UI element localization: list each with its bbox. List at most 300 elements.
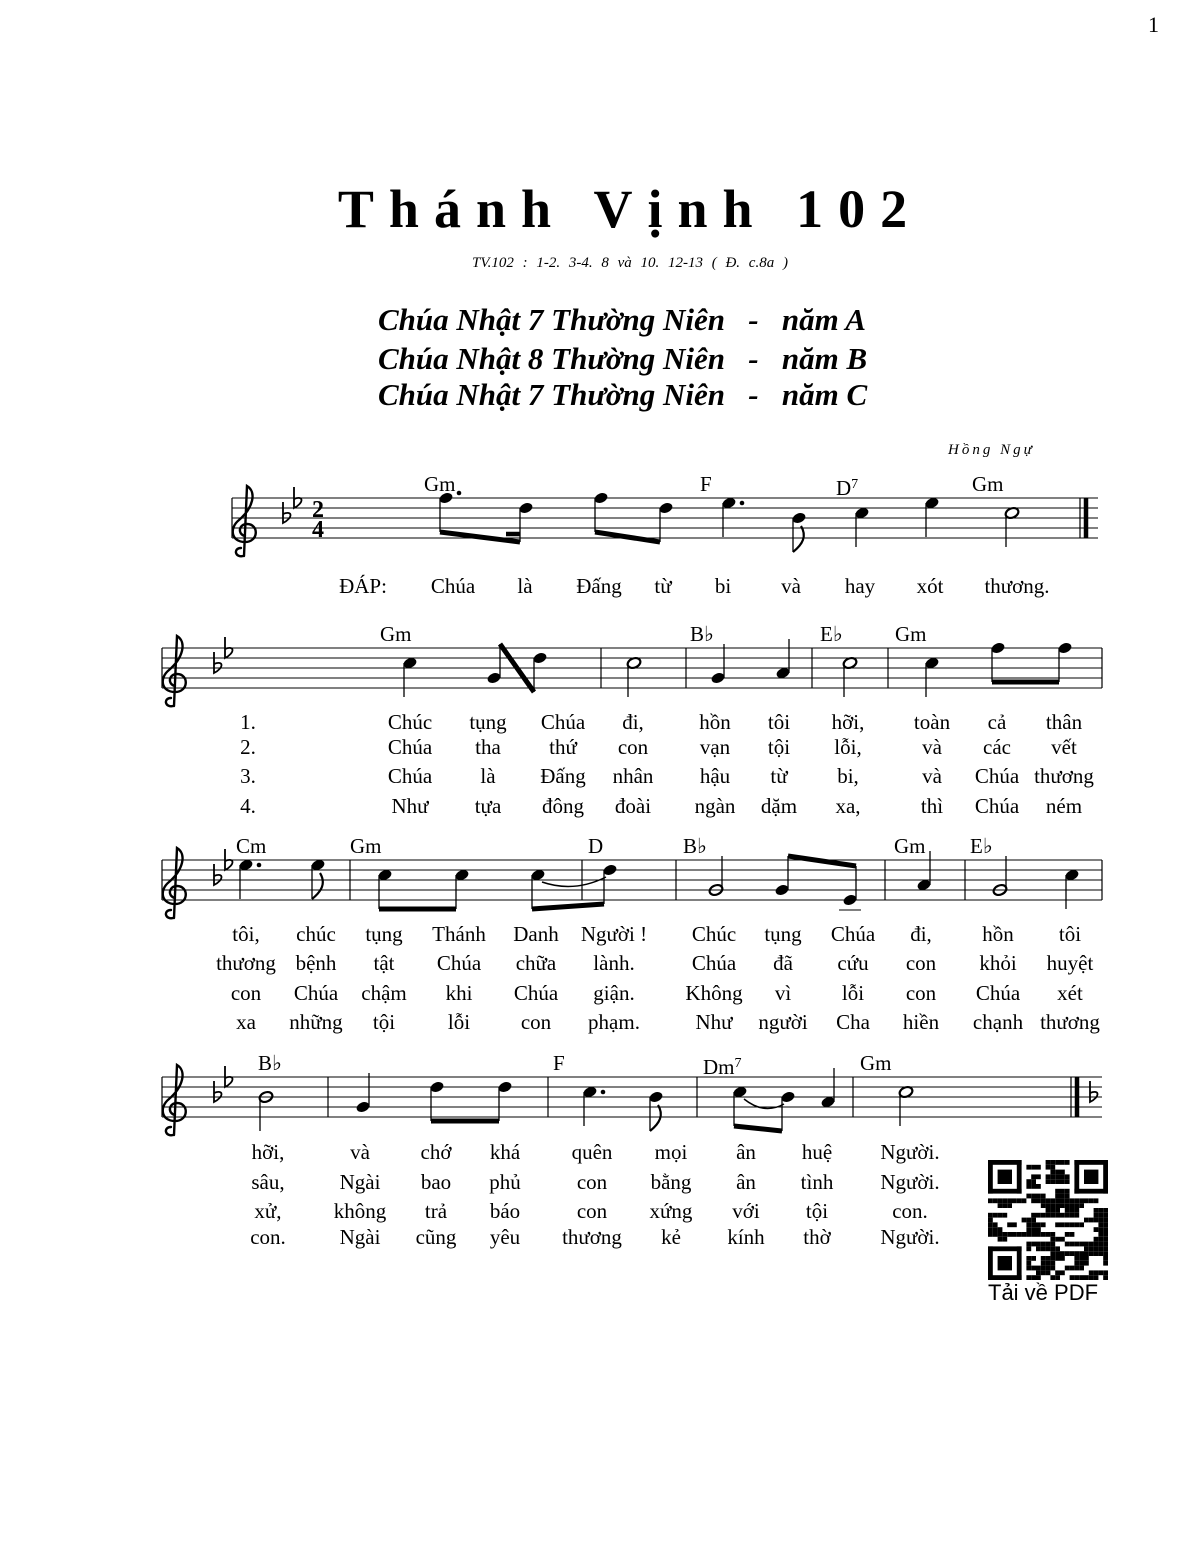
lyric-syllable: phạm. bbox=[588, 1010, 640, 1034]
chord-name: E♭ bbox=[820, 622, 843, 646]
qr-module bbox=[1050, 1232, 1055, 1237]
lyric-syllable: tôi bbox=[1058, 922, 1082, 946]
qr-module bbox=[1079, 1266, 1084, 1271]
qr-module bbox=[1041, 1194, 1046, 1199]
lyric-syllable: thương bbox=[562, 1225, 622, 1249]
qr-module bbox=[1036, 1222, 1041, 1227]
qr-module bbox=[1007, 1232, 1012, 1237]
qr-module bbox=[1094, 1198, 1099, 1203]
qr-module bbox=[1065, 1189, 1070, 1194]
lyric-syllable: con bbox=[520, 1010, 552, 1034]
lyric-syllable: và bbox=[922, 764, 942, 788]
qr-module bbox=[1055, 1194, 1060, 1199]
qr-finder bbox=[998, 1256, 1012, 1270]
qr-module bbox=[1098, 1237, 1103, 1242]
lyric-syllable: 2. bbox=[240, 735, 256, 759]
qr-module bbox=[1084, 1246, 1089, 1251]
qr-module bbox=[1022, 1232, 1027, 1237]
qr-module bbox=[1055, 1256, 1060, 1261]
qr-module bbox=[1089, 1218, 1094, 1223]
treble-clef bbox=[163, 1065, 186, 1135]
qr-module bbox=[1031, 1165, 1036, 1170]
note-dot bbox=[457, 491, 462, 496]
qr-module bbox=[1070, 1203, 1075, 1208]
lyric-syllable: từ bbox=[654, 574, 672, 598]
lyric-syllable: phủ bbox=[489, 1170, 521, 1194]
qr-module bbox=[1098, 1222, 1103, 1227]
qr-module bbox=[988, 1227, 993, 1232]
qr-module bbox=[1094, 1208, 1099, 1213]
lyric-syllable: Không bbox=[685, 981, 743, 1005]
qr-module bbox=[1046, 1270, 1051, 1275]
chord-name: Gm bbox=[424, 472, 456, 496]
lyric-syllable: con. bbox=[892, 1199, 928, 1223]
qr-module bbox=[1055, 1170, 1060, 1175]
lyric-syllable: xứng bbox=[649, 1199, 693, 1223]
lyric-syllable: tật bbox=[373, 951, 395, 975]
composer: Hồng Ngự bbox=[948, 442, 1035, 458]
lyric-syllable: Như bbox=[695, 1010, 733, 1034]
lyric-syllable: chớ bbox=[420, 1140, 452, 1164]
qr-module bbox=[1060, 1256, 1065, 1261]
lyric-syllable: tội bbox=[372, 1010, 396, 1034]
qr-module bbox=[1031, 1174, 1036, 1179]
lyric-syllable: tựa bbox=[474, 794, 502, 818]
chord-symbol bbox=[703, 1053, 742, 1078]
lyric-syllable: con bbox=[905, 951, 937, 975]
qr-module bbox=[1041, 1242, 1046, 1247]
lyric-syllable: khá bbox=[489, 1140, 521, 1164]
lyric-syllable: thân bbox=[1045, 710, 1083, 734]
lyric-syllable: xét bbox=[1057, 981, 1083, 1005]
chord-symbol bbox=[700, 474, 712, 495]
qr-module bbox=[993, 1198, 998, 1203]
qr-module bbox=[1103, 1251, 1108, 1256]
lyric-syllable: ĐÁP: bbox=[339, 574, 387, 598]
qr-module bbox=[1041, 1266, 1046, 1271]
chord-name: Gm bbox=[972, 472, 1004, 496]
qr-module bbox=[1103, 1275, 1108, 1280]
qr-module bbox=[1103, 1218, 1108, 1223]
qr-module bbox=[1017, 1198, 1022, 1203]
qr-module bbox=[1026, 1179, 1031, 1184]
qr-module bbox=[1007, 1203, 1012, 1208]
qr-module bbox=[998, 1232, 1003, 1237]
chord-name: B♭ bbox=[690, 622, 714, 646]
chord-symbol bbox=[380, 624, 412, 645]
lyric-syllable: xa, bbox=[835, 794, 861, 818]
note-flag bbox=[312, 873, 323, 899]
qr-module bbox=[1060, 1174, 1065, 1179]
qr-module bbox=[1055, 1208, 1060, 1213]
lyric-syllable: tôi, bbox=[232, 922, 260, 946]
qr-module bbox=[1079, 1222, 1084, 1227]
staff-system bbox=[162, 636, 1102, 706]
page-number: 1 bbox=[1148, 12, 1159, 37]
qr-module bbox=[1070, 1242, 1075, 1247]
lyric-syllable: tội bbox=[805, 1199, 829, 1223]
lyric-syllable: giận. bbox=[593, 981, 635, 1005]
qr-module bbox=[988, 1198, 993, 1203]
lyric-syllable: thương. bbox=[984, 574, 1050, 598]
qr-module bbox=[1050, 1237, 1055, 1242]
qr-module bbox=[1046, 1160, 1051, 1165]
beam bbox=[734, 1126, 782, 1131]
qr-module bbox=[1070, 1266, 1075, 1271]
qr-module bbox=[1094, 1251, 1099, 1256]
qr-module bbox=[1031, 1198, 1036, 1203]
qr-module bbox=[1103, 1222, 1108, 1227]
qr-module bbox=[1046, 1165, 1051, 1170]
qr-module bbox=[1094, 1270, 1099, 1275]
qr-module bbox=[1070, 1198, 1075, 1203]
lyric-syllable: thương bbox=[1040, 1010, 1100, 1034]
qr-module bbox=[998, 1237, 1003, 1242]
qr-module bbox=[998, 1213, 1003, 1218]
qr-module bbox=[1031, 1194, 1036, 1199]
qr-module bbox=[1031, 1184, 1036, 1189]
beam bbox=[595, 532, 660, 542]
lyric-syllable: Như bbox=[391, 794, 429, 818]
lyric-syllable: hỡi, bbox=[831, 710, 865, 734]
qr-module bbox=[1065, 1174, 1070, 1179]
qr-module bbox=[1074, 1251, 1079, 1256]
treble-clef bbox=[163, 848, 186, 918]
qr-module bbox=[1050, 1246, 1055, 1251]
time-signature-top: 2 bbox=[312, 497, 324, 523]
chord-symbol bbox=[972, 474, 1004, 495]
qr-module bbox=[1031, 1232, 1036, 1237]
qr-module bbox=[1046, 1203, 1051, 1208]
qr-module bbox=[988, 1222, 993, 1227]
qr-module bbox=[993, 1232, 998, 1237]
lyric-syllable: báo bbox=[489, 1199, 521, 1223]
qr-module bbox=[1060, 1251, 1065, 1256]
lyric-syllable: cả bbox=[987, 710, 1007, 734]
lyric-syllable: cũng bbox=[415, 1225, 457, 1249]
qr-module bbox=[1026, 1227, 1031, 1232]
chord-name: Dm bbox=[703, 1055, 735, 1079]
qr-module bbox=[1070, 1213, 1075, 1218]
qr-module bbox=[1060, 1222, 1065, 1227]
lyric-syllable: đoài bbox=[614, 794, 652, 818]
lyric-syllable: 1. bbox=[240, 710, 256, 734]
qr-module bbox=[998, 1203, 1003, 1208]
lyric-syllable: chạnh bbox=[972, 1010, 1024, 1034]
qr-module bbox=[1026, 1165, 1031, 1170]
lyric-syllable: Chúa bbox=[974, 794, 1020, 818]
qr-module bbox=[1055, 1203, 1060, 1208]
qr-module bbox=[1026, 1232, 1031, 1237]
qr-module bbox=[1098, 1218, 1103, 1223]
qr-module bbox=[1041, 1232, 1046, 1237]
chord-symbol bbox=[553, 1053, 565, 1074]
qr-module bbox=[1050, 1256, 1055, 1261]
qr-module bbox=[1017, 1232, 1022, 1237]
lyric-syllable: Danh bbox=[513, 922, 559, 946]
qr-module bbox=[1036, 1165, 1041, 1170]
qr-module bbox=[1026, 1256, 1031, 1261]
lyric-syllable: Chúa bbox=[974, 764, 1020, 788]
lyric-syllable: không bbox=[333, 1199, 387, 1223]
qr-code-image bbox=[988, 1160, 1108, 1280]
lyric-syllable: Chúa bbox=[387, 735, 433, 759]
qr-module bbox=[1050, 1242, 1055, 1247]
note-flag bbox=[793, 526, 804, 552]
qr-finder bbox=[988, 1160, 1022, 1165]
qr-module bbox=[1098, 1208, 1103, 1213]
qr-finder bbox=[988, 1189, 1022, 1194]
qr-module bbox=[1089, 1198, 1094, 1203]
treble-clef bbox=[233, 486, 256, 556]
qr-module bbox=[1050, 1213, 1055, 1218]
qr-module bbox=[1065, 1251, 1070, 1256]
qr-module bbox=[1036, 1266, 1041, 1271]
qr-finder bbox=[1017, 1160, 1022, 1194]
qr-module bbox=[1060, 1198, 1065, 1203]
treble-clef bbox=[163, 636, 186, 706]
qr-module bbox=[1065, 1222, 1070, 1227]
qr-module bbox=[1046, 1179, 1051, 1184]
qr-module bbox=[1098, 1227, 1103, 1232]
qr-module bbox=[1103, 1270, 1108, 1275]
qr-module bbox=[1055, 1251, 1060, 1256]
chord-symbol bbox=[683, 836, 707, 857]
lyric-syllable: vạn bbox=[699, 735, 731, 759]
qr-module bbox=[1026, 1266, 1031, 1271]
qr-module bbox=[1050, 1179, 1055, 1184]
qr-module bbox=[1065, 1160, 1070, 1165]
lyric-syllable: thứ bbox=[549, 735, 577, 759]
qr-module bbox=[1065, 1208, 1070, 1213]
lyric-syllable: Chúa bbox=[387, 764, 433, 788]
chord-symbol bbox=[424, 474, 456, 495]
qr-module bbox=[1046, 1198, 1051, 1203]
qr-module bbox=[1036, 1232, 1041, 1237]
qr-module bbox=[1084, 1198, 1089, 1203]
occasion-line: Chúa Nhật 7 Thường Niên - năm C bbox=[378, 377, 868, 412]
lyric-syllable: người bbox=[758, 1010, 808, 1034]
lyric-syllable: mọi bbox=[654, 1140, 688, 1164]
qr-finder bbox=[1017, 1246, 1022, 1280]
lyric-syllable: Cha bbox=[836, 1010, 870, 1034]
lyric-syllable: vết bbox=[1051, 735, 1077, 759]
lyric-syllable: thì bbox=[920, 794, 944, 818]
chord-extension: 7 bbox=[734, 1056, 742, 1071]
chord-name: Gm bbox=[380, 622, 412, 646]
lyric-syllable: Đấng bbox=[540, 764, 586, 788]
lyric-syllable: tụng bbox=[764, 922, 802, 946]
download-pdf-label[interactable]: Tải về PDF bbox=[988, 1280, 1099, 1305]
qr-module bbox=[1026, 1184, 1031, 1189]
lyric-syllable: Chúa bbox=[513, 981, 559, 1005]
lyric-syllable: tôi bbox=[767, 710, 791, 734]
qr-module bbox=[1060, 1194, 1065, 1199]
qr-module bbox=[1050, 1160, 1055, 1165]
qr-module bbox=[1094, 1237, 1099, 1242]
qr-module bbox=[1026, 1218, 1031, 1223]
qr-module bbox=[1079, 1256, 1084, 1261]
lyric-syllable: con bbox=[905, 981, 937, 1005]
qr-module bbox=[1074, 1242, 1079, 1247]
qr-module bbox=[1050, 1170, 1055, 1175]
lyric-syllable: Chúa bbox=[540, 710, 586, 734]
lyric-syllable: Chúa bbox=[293, 981, 339, 1005]
lyric-syllable: đi, bbox=[910, 922, 932, 946]
qr-module bbox=[1026, 1194, 1031, 1199]
chord-name: Gm bbox=[860, 1051, 892, 1075]
lyric-syllable: ân bbox=[736, 1170, 756, 1194]
qr-module bbox=[1084, 1251, 1089, 1256]
staff-system bbox=[162, 848, 1102, 918]
qr-module bbox=[1055, 1237, 1060, 1242]
qr-module bbox=[1036, 1270, 1041, 1275]
flat-sign bbox=[214, 864, 222, 885]
lyric-syllable: tha bbox=[475, 735, 501, 759]
lyric-syllable: tội bbox=[767, 735, 791, 759]
lyric-syllable: Chúc bbox=[691, 922, 737, 946]
qr-module bbox=[1098, 1270, 1103, 1275]
lyric-syllable: xa bbox=[236, 1010, 256, 1034]
lyric-syllable: lỗi bbox=[447, 1010, 471, 1034]
lyric-syllable: con bbox=[576, 1199, 608, 1223]
chord-name: D bbox=[588, 834, 604, 858]
flat-sign bbox=[214, 652, 222, 673]
time-signature-bottom: 4 bbox=[312, 517, 324, 543]
lyric-syllable: Chúa bbox=[430, 574, 476, 598]
lyric-syllable: kẻ bbox=[661, 1225, 681, 1249]
lyric-syllable: hồn bbox=[699, 710, 731, 734]
qr-module bbox=[1050, 1251, 1055, 1256]
lyric-syllable: sâu, bbox=[251, 1170, 285, 1194]
chord-symbol bbox=[836, 474, 858, 499]
lyric-syllable: Ngài bbox=[339, 1170, 381, 1194]
qr-module bbox=[1094, 1246, 1099, 1251]
qr-module bbox=[1046, 1213, 1051, 1218]
lyric-syllable: Người. bbox=[880, 1140, 940, 1164]
qr-module bbox=[1036, 1246, 1041, 1251]
qr-module bbox=[1050, 1165, 1055, 1170]
qr-module bbox=[1046, 1266, 1051, 1271]
qr-module bbox=[1026, 1261, 1031, 1266]
qr-module bbox=[1036, 1213, 1041, 1218]
qr-finder bbox=[1103, 1160, 1108, 1194]
qr-module bbox=[1060, 1213, 1065, 1218]
qr-module bbox=[1026, 1222, 1031, 1227]
qr-module bbox=[1031, 1222, 1036, 1227]
qr-module bbox=[1103, 1213, 1108, 1218]
qr-module bbox=[1031, 1256, 1036, 1261]
lyric-syllable: huệ bbox=[801, 1140, 833, 1164]
lyric-syllable: ân bbox=[736, 1140, 756, 1164]
lyric-syllable: khỏi bbox=[979, 951, 1017, 975]
chord-name: B♭ bbox=[258, 1051, 282, 1075]
qr-module bbox=[1089, 1270, 1094, 1275]
qr-module bbox=[1103, 1242, 1108, 1247]
occasion-line: Chúa Nhật 8 Thường Niên - năm B bbox=[378, 341, 868, 376]
lyric-syllable: hồn bbox=[982, 922, 1014, 946]
lyric-syllable: kính bbox=[727, 1225, 765, 1249]
qr-module bbox=[1089, 1246, 1094, 1251]
qr-module bbox=[1103, 1256, 1108, 1261]
lyric-syllable: lỗi bbox=[841, 981, 865, 1005]
qr-module bbox=[1055, 1213, 1060, 1218]
lyric-syllable: khi bbox=[445, 981, 473, 1005]
lyric-syllable: thương bbox=[1034, 764, 1094, 788]
qr-module bbox=[1084, 1242, 1089, 1247]
qr-module bbox=[1050, 1198, 1055, 1203]
lyric-syllable: Chúa bbox=[436, 951, 482, 975]
qr-module bbox=[1036, 1174, 1041, 1179]
qr-module bbox=[1079, 1251, 1084, 1256]
qr-module bbox=[1055, 1222, 1060, 1227]
qr-module bbox=[1002, 1198, 1007, 1203]
qr-module bbox=[1046, 1261, 1051, 1266]
qr-module bbox=[1065, 1213, 1070, 1218]
qr-code[interactable] bbox=[988, 1160, 1108, 1280]
qr-module bbox=[1026, 1246, 1031, 1251]
chord-symbol bbox=[588, 836, 603, 857]
qr-module bbox=[1050, 1208, 1055, 1213]
lyric-syllable: toàn bbox=[913, 710, 951, 734]
qr-module bbox=[1084, 1218, 1089, 1223]
qr-module bbox=[1103, 1232, 1108, 1237]
lyric-syllable: và bbox=[781, 574, 801, 598]
qr-module bbox=[1103, 1237, 1108, 1242]
lyric-syllable: con bbox=[230, 981, 262, 1005]
qr-module bbox=[1084, 1261, 1089, 1266]
lyric-syllable: Đấng bbox=[576, 574, 622, 598]
qr-module bbox=[1055, 1198, 1060, 1203]
chord-symbol bbox=[970, 836, 993, 857]
qr-module bbox=[1046, 1174, 1051, 1179]
chord-name: Cm bbox=[236, 834, 267, 858]
lyric-syllable: Người ! bbox=[580, 922, 648, 946]
qr-module bbox=[1055, 1160, 1060, 1165]
lyric-syllable: chậm bbox=[361, 981, 407, 1005]
qr-module bbox=[1089, 1251, 1094, 1256]
lyric-syllable: Người. bbox=[880, 1170, 940, 1194]
chord-name: B♭ bbox=[683, 834, 707, 858]
lyric-syllable: hiền bbox=[902, 1010, 940, 1034]
qr-module bbox=[1050, 1266, 1055, 1271]
lyric-syllable: lỗi, bbox=[834, 735, 862, 759]
qr-module bbox=[1041, 1203, 1046, 1208]
flat-sign bbox=[283, 502, 291, 523]
chord-name: F bbox=[553, 1051, 565, 1075]
qr-module bbox=[1079, 1242, 1084, 1247]
qr-module bbox=[1046, 1256, 1051, 1261]
qr-module bbox=[993, 1227, 998, 1232]
qr-module bbox=[1060, 1179, 1065, 1184]
qr-module bbox=[1065, 1198, 1070, 1203]
lyric-syllable: Chúa bbox=[691, 951, 737, 975]
qr-finder bbox=[1084, 1170, 1098, 1184]
lyric-syllable: xót bbox=[916, 574, 944, 598]
qr-module bbox=[1060, 1189, 1065, 1194]
qr-module bbox=[1055, 1270, 1060, 1275]
qr-module bbox=[1041, 1270, 1046, 1275]
qr-module bbox=[1036, 1184, 1041, 1189]
beam bbox=[532, 904, 604, 909]
qr-module bbox=[1065, 1232, 1070, 1237]
lyric-syllable: vì bbox=[774, 981, 792, 1005]
lyric-syllable: những bbox=[289, 1010, 343, 1034]
qr-module bbox=[1055, 1246, 1060, 1251]
qr-module bbox=[1050, 1174, 1055, 1179]
qr-module bbox=[1022, 1218, 1027, 1223]
chord-symbol bbox=[820, 624, 843, 645]
